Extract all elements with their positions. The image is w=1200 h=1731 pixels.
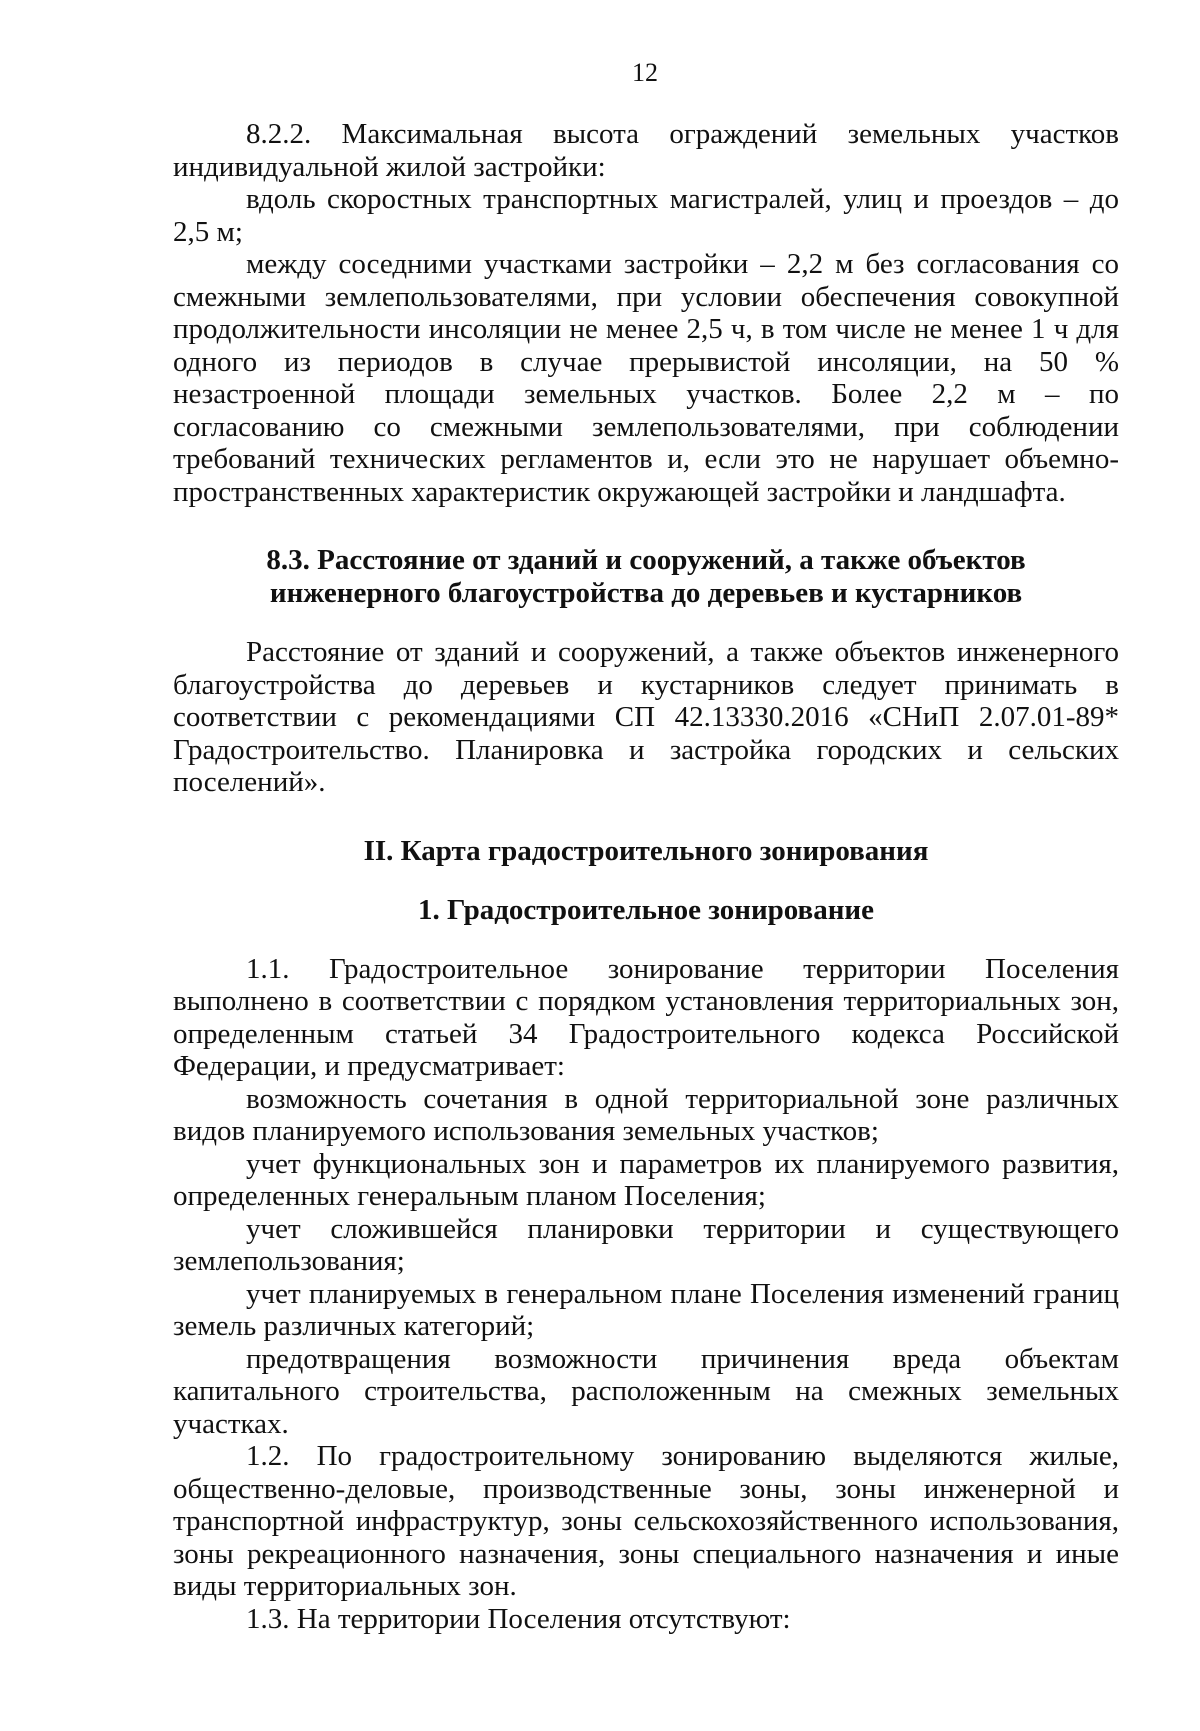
paragraph-along-roads: вдоль скоростных транспортных магистралей, улиц и проездов – до 2,5 м; — [173, 183, 1119, 248]
paragraph-1-1: 1.1. Градостроительное зонирование территории Поселения выполнено в соответствии с порядком установления территориальных зон, определенным статьей 34 Градостроительного кодекса Российской Федерации, и предусматривает: — [173, 952, 1119, 1082]
paragraph-existing-layout: учет сложившейся планировки территории и существующего землепользования; — [173, 1212, 1119, 1277]
heading-8-3-line1: 8.3. Расстояние от зданий и сооружений, а также объектов — [266, 544, 1026, 576]
page-number: 12 — [632, 58, 658, 87]
heading-8-3-line2: инженерного благоустройства до деревьев и кустарников — [269, 577, 1023, 609]
paragraph-1-2: 1.2. По градостроительному зонированию выделяются жилые, общественно-деловые, производственные зоны, зоны инженерной и транспортной инфраструктур, зоны сельскохозяйственного использования, зоны рекреационного назначения, зоны специального назначения и иные виды территориальных зон. — [173, 1440, 1119, 1602]
paragraph-distance: Расстояние от зданий и сооружений, а также объектов инженерного благоустройства до деревьев и кустарников следует принимать в соответствии с рекомендациями СП 42.13330.2016 «СНиП 2.07.01-89* Градостроительство. Планировка и застройка городских и сельских поселений». — [173, 636, 1119, 798]
heading-section-1: 1. Градостроительное зонирование — [417, 893, 875, 926]
paragraph-8-2-2: 8.2.2. Максимальная высота ограждений земельных участков индивидуальной жилой застройки: — [173, 118, 1119, 183]
paragraph-possibility: возможность сочетания в одной территориальной зоне различных видов планируемого использования земельных участков; — [173, 1082, 1119, 1147]
paragraph-between-plots: между соседними участками застройки – 2,2 м без согласования со смежными землепользователями, при условии обеспечения совокупной продолжительности инсоляции не менее 2,5 ч, в том числе не менее 1 ч для одного из периодов в случае прерывистой инсоляции, на 50 % незастроенной площади земельных участков. Более 2,2 м – по согласованию со смежными землепользователями, при соблюдении требований технических регламентов и, если это не нарушает объемно-пространственных характеристик окружающей застройки и ландшафта. — [173, 248, 1119, 508]
paragraph-1-3: 1.3. На территории Поселения отсутствуют: — [246, 1602, 791, 1635]
paragraph-functional-zones: учет функциональных зон и параметров их планируемого развития, определенных генеральным планом Поселения; — [173, 1147, 1119, 1212]
heading-part-2: II. Карта градостроительного зонирования — [363, 834, 929, 867]
document-body — [173, 118, 1119, 1635]
paragraph-prevention: предотвращения возможности причинения вреда объектам капитального строительства, расположенным на смежных земельных участках. — [173, 1342, 1119, 1440]
paragraph-planned-changes: учет планируемых в генеральном плане Поселения изменений границ земель различных категорий; — [173, 1277, 1119, 1342]
